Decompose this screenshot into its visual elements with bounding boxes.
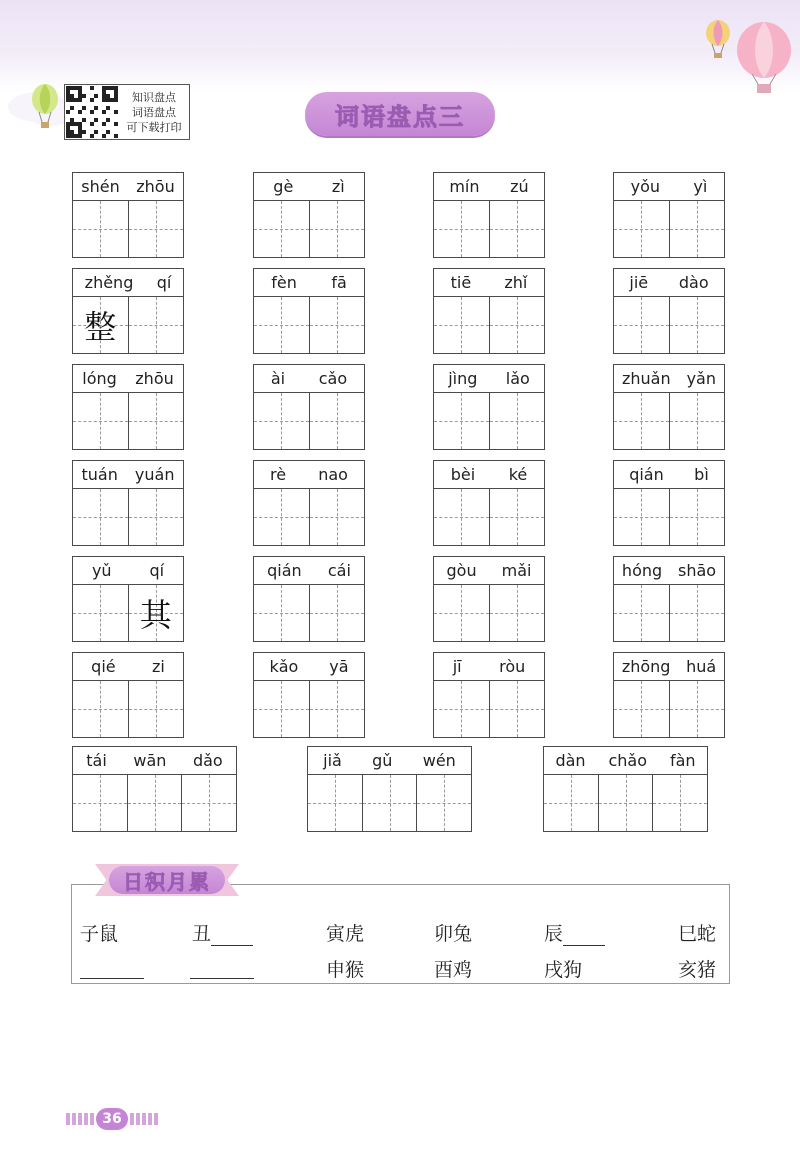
pinyin-syllable: qié bbox=[91, 657, 116, 676]
writing-cell[interactable] bbox=[129, 201, 184, 257]
pinyin-row bbox=[434, 269, 544, 297]
writing-cell[interactable] bbox=[128, 775, 183, 831]
zodiac-text: 酉鸡 bbox=[434, 959, 473, 981]
zodiac-item bbox=[678, 919, 716, 946]
zodiac-text: 卯兔 bbox=[434, 923, 473, 945]
writing-cell[interactable] bbox=[670, 489, 725, 545]
pinyin-syllable: qí bbox=[156, 273, 172, 292]
pinyin-row bbox=[254, 269, 364, 297]
pinyin-syllable: zhōu bbox=[136, 177, 175, 196]
pinyin-row bbox=[254, 461, 364, 489]
pinyin-syllable: zú bbox=[510, 177, 529, 196]
writing-cell[interactable] bbox=[599, 775, 654, 831]
qr-caption-line: 词语盘点 bbox=[132, 105, 176, 119]
writing-cell[interactable] bbox=[73, 681, 129, 737]
tianzi-grid bbox=[254, 393, 364, 449]
tianzi-grid bbox=[614, 489, 724, 545]
writing-cell[interactable] bbox=[614, 393, 670, 449]
pinyin-syllable: zì bbox=[331, 177, 345, 196]
zodiac-text: 寅虎 bbox=[326, 923, 365, 945]
tianzi-grid bbox=[614, 297, 724, 353]
pinyin-syllable: fèn bbox=[271, 273, 297, 292]
page-bar-decoration bbox=[130, 1113, 160, 1125]
writing-cell[interactable] bbox=[129, 489, 184, 545]
zodiac-blank[interactable] bbox=[563, 925, 605, 946]
writing-cell[interactable] bbox=[73, 297, 129, 353]
pinyin-syllable: cǎo bbox=[318, 369, 348, 388]
zodiac-text: 巳蛇 bbox=[678, 923, 717, 945]
pinyin-syllable: qián bbox=[629, 465, 664, 484]
balloon-icon bbox=[30, 84, 60, 130]
page-title: 词语盘点三 bbox=[305, 92, 495, 136]
pinyin-row bbox=[614, 557, 724, 585]
pinyin-syllable: yā bbox=[329, 657, 349, 676]
pinyin-syllable: lóng bbox=[82, 369, 117, 388]
pinyin-syllable: zhěng bbox=[84, 273, 134, 292]
zodiac-item bbox=[192, 919, 253, 946]
word-box bbox=[72, 746, 237, 832]
tianzi-grid bbox=[308, 775, 471, 831]
pinyin-row bbox=[434, 557, 544, 585]
zodiac-text: 申猴 bbox=[326, 959, 365, 981]
pinyin-row bbox=[254, 173, 364, 201]
pinyin-syllable: gè bbox=[273, 177, 294, 196]
pinyin-row bbox=[434, 173, 544, 201]
pinyin-syllable: gòu bbox=[446, 561, 477, 580]
zodiac-item bbox=[326, 955, 364, 982]
pinyin-syllable: yì bbox=[693, 177, 708, 196]
pinyin-syllable: ròu bbox=[499, 657, 526, 676]
writing-cell[interactable] bbox=[614, 681, 670, 737]
pinyin-row bbox=[73, 747, 236, 775]
tianzi-grid bbox=[254, 297, 364, 353]
writing-cell[interactable] bbox=[614, 297, 670, 353]
pinyin-syllable: nao bbox=[318, 465, 348, 484]
writing-cell[interactable] bbox=[614, 489, 670, 545]
word-box bbox=[543, 746, 708, 832]
tianzi-grid bbox=[544, 775, 707, 831]
writing-cell[interactable] bbox=[310, 681, 365, 737]
pinyin-syllable: bèi bbox=[450, 465, 476, 484]
pinyin-syllable: bì bbox=[694, 465, 709, 484]
writing-cell[interactable] bbox=[310, 297, 365, 353]
zodiac-item bbox=[326, 919, 364, 946]
pinyin-syllable: shén bbox=[81, 177, 120, 196]
zodiac-text: 丑 bbox=[192, 923, 212, 945]
word-box bbox=[613, 364, 725, 450]
pinyin-syllable: kǎo bbox=[269, 657, 299, 676]
writing-cell[interactable] bbox=[73, 585, 129, 641]
writing-cell[interactable] bbox=[614, 585, 670, 641]
word-box bbox=[613, 172, 725, 258]
zodiac-text: 戌狗 bbox=[544, 959, 583, 981]
tianzi-grid bbox=[434, 201, 544, 257]
writing-cell[interactable] bbox=[434, 489, 490, 545]
balloon-icon bbox=[734, 22, 794, 94]
word-box bbox=[613, 652, 725, 738]
writing-cell[interactable] bbox=[490, 585, 545, 641]
pinyin-row bbox=[73, 557, 183, 585]
pinyin-row bbox=[308, 747, 471, 775]
writing-cell[interactable] bbox=[653, 775, 707, 831]
pinyin-syllable: zhǐ bbox=[504, 273, 528, 292]
pinyin-syllable: yǒu bbox=[630, 177, 661, 196]
tianzi-grid bbox=[614, 585, 724, 641]
zodiac-item bbox=[544, 955, 582, 982]
pinyin-syllable: rè bbox=[270, 465, 287, 484]
pinyin-row bbox=[614, 269, 724, 297]
pinyin-row bbox=[254, 365, 364, 393]
writing-cell[interactable] bbox=[670, 297, 725, 353]
writing-cell[interactable] bbox=[670, 393, 725, 449]
tianzi-grid bbox=[434, 489, 544, 545]
writing-cell[interactable] bbox=[434, 585, 490, 641]
qr-caption bbox=[119, 85, 189, 139]
word-box bbox=[433, 364, 545, 450]
writing-cell[interactable] bbox=[254, 585, 310, 641]
tianzi-grid bbox=[73, 297, 183, 353]
pinyin-row bbox=[73, 653, 183, 681]
pinyin-syllable: qián bbox=[267, 561, 302, 580]
pinyin-row bbox=[73, 269, 183, 297]
writing-cell[interactable] bbox=[417, 775, 471, 831]
pinyin-syllable: yǎn bbox=[686, 369, 716, 388]
word-box bbox=[433, 652, 545, 738]
word-box bbox=[613, 268, 725, 354]
zodiac-item bbox=[190, 956, 254, 979]
tianzi-grid bbox=[254, 681, 364, 737]
word-box bbox=[613, 460, 725, 546]
pinyin-syllable: zhuǎn bbox=[621, 369, 671, 388]
pinyin-syllable: yuán bbox=[134, 465, 175, 484]
pinyin-row bbox=[614, 653, 724, 681]
tianzi-grid bbox=[73, 681, 183, 737]
pinyin-syllable: gǔ bbox=[372, 751, 393, 770]
pinyin-syllable: dǎo bbox=[192, 751, 223, 770]
pinyin-row bbox=[544, 747, 707, 775]
pinyin-row bbox=[73, 461, 183, 489]
zodiac-item bbox=[678, 955, 716, 982]
character: 其 bbox=[139, 596, 172, 634]
word-box bbox=[253, 556, 365, 642]
pinyin-row bbox=[254, 653, 364, 681]
pinyin-syllable: mǎi bbox=[501, 561, 532, 580]
writing-cell[interactable] bbox=[490, 489, 545, 545]
header-band bbox=[0, 0, 800, 92]
pinyin-syllable: wén bbox=[422, 751, 456, 770]
writing-cell[interactable] bbox=[254, 201, 310, 257]
pinyin-syllable: zhōng bbox=[621, 657, 671, 676]
pinyin-syllable: tuán bbox=[81, 465, 118, 484]
writing-cell[interactable] bbox=[434, 201, 490, 257]
word-box bbox=[613, 556, 725, 642]
writing-cell[interactable] bbox=[129, 585, 184, 641]
writing-cell[interactable] bbox=[310, 201, 365, 257]
word-box bbox=[72, 172, 184, 258]
tianzi-grid bbox=[434, 585, 544, 641]
page-bar-decoration bbox=[66, 1113, 96, 1125]
page-number-badge bbox=[66, 1108, 160, 1130]
writing-cell[interactable] bbox=[490, 201, 545, 257]
tianzi-grid bbox=[254, 585, 364, 641]
tianzi-grid bbox=[434, 297, 544, 353]
writing-cell[interactable] bbox=[434, 393, 490, 449]
writing-cell[interactable] bbox=[254, 297, 310, 353]
pinyin-row bbox=[73, 173, 183, 201]
pinyin-syllable: jiǎ bbox=[323, 751, 342, 770]
tianzi-grid bbox=[254, 201, 364, 257]
writing-cell[interactable] bbox=[363, 775, 418, 831]
writing-cell[interactable] bbox=[73, 775, 128, 831]
writing-cell[interactable] bbox=[254, 489, 310, 545]
writing-cell[interactable] bbox=[310, 585, 365, 641]
page-number: 36 bbox=[96, 1108, 128, 1130]
pinyin-row bbox=[73, 365, 183, 393]
word-box bbox=[253, 364, 365, 450]
writing-cell[interactable] bbox=[434, 681, 490, 737]
zodiac-blank[interactable] bbox=[190, 956, 254, 979]
pinyin-syllable: mín bbox=[449, 177, 480, 196]
qr-download-panel[interactable] bbox=[64, 84, 190, 140]
pinyin-syllable: wān bbox=[133, 751, 167, 770]
zodiac-blank[interactable] bbox=[211, 925, 253, 946]
word-box bbox=[433, 556, 545, 642]
tianzi-grid bbox=[434, 681, 544, 737]
writing-cell[interactable] bbox=[310, 489, 365, 545]
tianzi-grid bbox=[73, 201, 183, 257]
word-box bbox=[72, 364, 184, 450]
writing-cell[interactable] bbox=[614, 201, 670, 257]
tianzi-grid bbox=[73, 585, 183, 641]
zodiac-text: 子鼠 bbox=[80, 923, 119, 945]
word-box bbox=[253, 172, 365, 258]
tianzi-grid bbox=[254, 489, 364, 545]
pinyin-row bbox=[434, 653, 544, 681]
word-box bbox=[433, 172, 545, 258]
pinyin-syllable: zi bbox=[151, 657, 165, 676]
pinyin-syllable: chǎo bbox=[608, 751, 648, 770]
word-box bbox=[433, 268, 545, 354]
word-box bbox=[307, 746, 472, 832]
writing-cell[interactable] bbox=[182, 775, 236, 831]
tianzi-grid bbox=[73, 489, 183, 545]
pinyin-row bbox=[614, 461, 724, 489]
writing-cell[interactable] bbox=[434, 297, 490, 353]
writing-cell[interactable] bbox=[129, 297, 184, 353]
daily-accumulation-tag bbox=[95, 864, 239, 896]
writing-cell[interactable] bbox=[308, 775, 363, 831]
pinyin-syllable: shāo bbox=[678, 561, 717, 580]
pinyin-syllable: lǎo bbox=[505, 369, 530, 388]
tianzi-grid bbox=[434, 393, 544, 449]
qr-caption-line: 知识盘点 bbox=[132, 90, 176, 104]
tianzi-grid bbox=[73, 775, 236, 831]
word-box bbox=[72, 460, 184, 546]
writing-cell[interactable] bbox=[544, 775, 599, 831]
writing-cell[interactable] bbox=[73, 393, 129, 449]
writing-cell[interactable] bbox=[490, 297, 545, 353]
word-box bbox=[72, 652, 184, 738]
tianzi-grid bbox=[73, 393, 183, 449]
pinyin-syllable: tiē bbox=[450, 273, 472, 292]
pinyin-syllable: dàn bbox=[555, 751, 586, 770]
pinyin-syllable: jìng bbox=[448, 369, 478, 388]
zodiac-text: 辰 bbox=[544, 923, 564, 945]
pinyin-row bbox=[434, 461, 544, 489]
zodiac-item bbox=[80, 919, 118, 946]
writing-cell[interactable] bbox=[129, 681, 184, 737]
character: 整 bbox=[84, 308, 117, 346]
pinyin-syllable: tái bbox=[86, 751, 107, 770]
zodiac-text: 亥猪 bbox=[678, 959, 717, 981]
pinyin-row bbox=[614, 365, 724, 393]
writing-cell[interactable] bbox=[254, 681, 310, 737]
writing-cell[interactable] bbox=[670, 201, 725, 257]
pinyin-syllable: ké bbox=[508, 465, 528, 484]
section-title: 日积月累 bbox=[109, 866, 225, 894]
writing-cell[interactable] bbox=[129, 393, 184, 449]
pinyin-syllable: huá bbox=[686, 657, 717, 676]
zodiac-item bbox=[80, 956, 144, 979]
tianzi-grid bbox=[614, 393, 724, 449]
zodiac-item bbox=[544, 919, 605, 946]
pinyin-syllable: dào bbox=[678, 273, 709, 292]
word-box bbox=[253, 268, 365, 354]
writing-cell[interactable] bbox=[490, 393, 545, 449]
word-box bbox=[253, 460, 365, 546]
pinyin-syllable: qí bbox=[149, 561, 165, 580]
pinyin-syllable: zhōu bbox=[135, 369, 174, 388]
pinyin-row bbox=[434, 365, 544, 393]
balloon-icon bbox=[704, 20, 732, 60]
writing-cell[interactable] bbox=[490, 681, 545, 737]
pinyin-row bbox=[614, 173, 724, 201]
zodiac-blank[interactable] bbox=[80, 956, 144, 979]
word-box bbox=[253, 652, 365, 738]
qr-caption-line: 可下载打印 bbox=[126, 120, 182, 134]
pinyin-syllable: fàn bbox=[669, 751, 696, 770]
writing-cell[interactable] bbox=[670, 585, 725, 641]
writing-cell[interactable] bbox=[73, 489, 129, 545]
tianzi-grid bbox=[614, 681, 724, 737]
writing-cell[interactable] bbox=[73, 201, 129, 257]
writing-cell[interactable] bbox=[310, 393, 365, 449]
pinyin-syllable: hóng bbox=[621, 561, 663, 580]
pinyin-syllable: jiē bbox=[629, 273, 649, 292]
pinyin-syllable: ài bbox=[270, 369, 286, 388]
zodiac-item bbox=[434, 955, 472, 982]
pinyin-syllable: cái bbox=[327, 561, 351, 580]
qr-code[interactable] bbox=[66, 86, 118, 138]
pinyin-syllable: yǔ bbox=[91, 561, 112, 580]
tianzi-grid bbox=[614, 201, 724, 257]
zodiac-item bbox=[434, 919, 472, 946]
word-box bbox=[72, 556, 184, 642]
pinyin-syllable: fā bbox=[331, 273, 347, 292]
pinyin-row bbox=[254, 557, 364, 585]
pinyin-syllable: jī bbox=[452, 657, 462, 676]
writing-cell[interactable] bbox=[670, 681, 725, 737]
writing-cell[interactable] bbox=[254, 393, 310, 449]
word-box bbox=[433, 460, 545, 546]
daily-accumulation-box bbox=[71, 884, 730, 984]
word-box bbox=[72, 268, 184, 354]
